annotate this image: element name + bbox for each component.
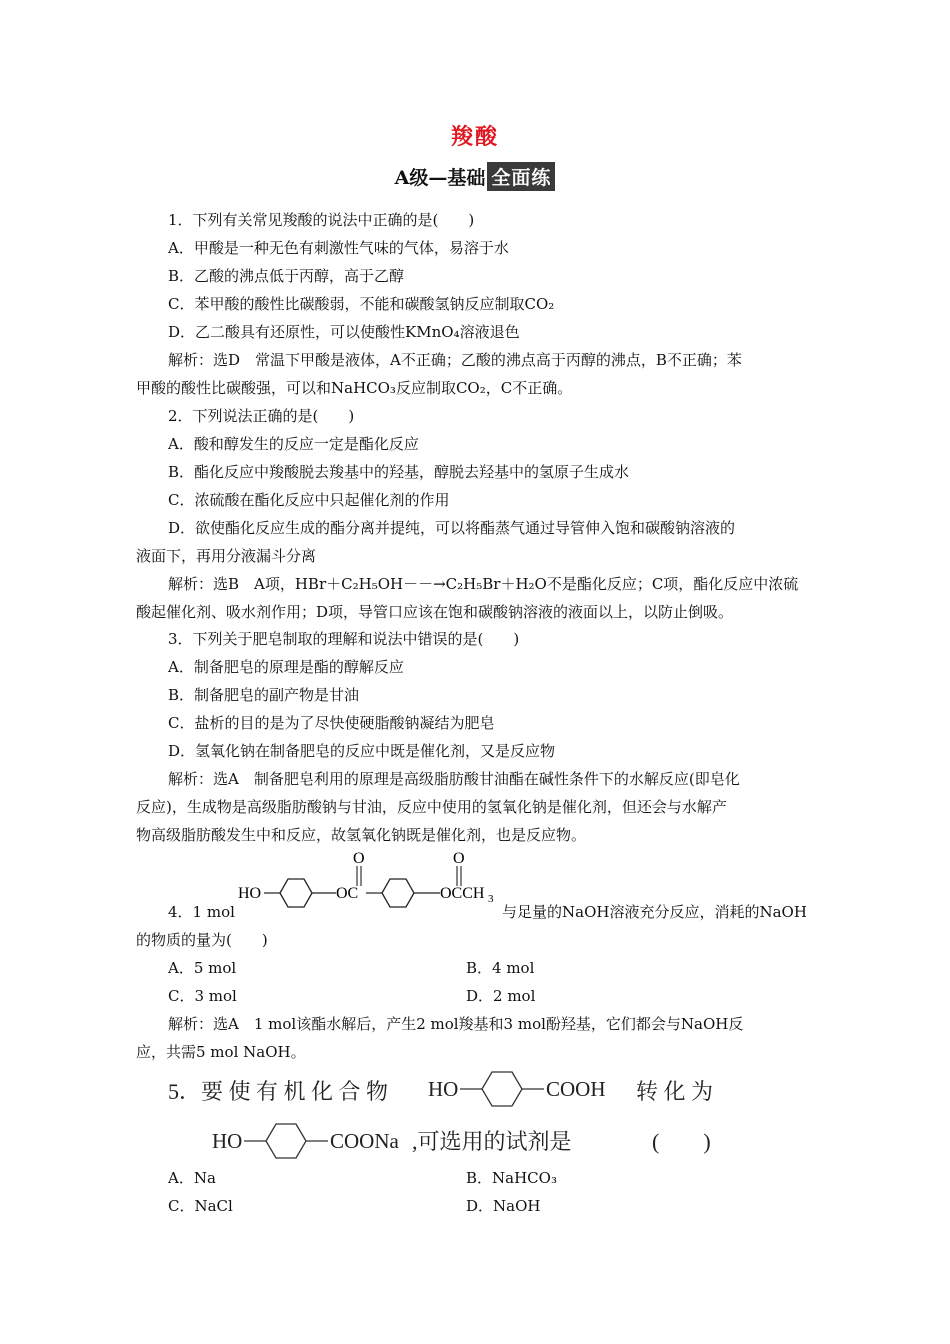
q1-option-d: D．乙二酸具有还原性，可以使酸性KMnO₄溶液退色 bbox=[168, 323, 520, 341]
q5-cooh: COOH bbox=[546, 1077, 606, 1101]
q1-option-b: B．乙酸的沸点低于丙醇，高于乙醇 bbox=[168, 267, 405, 285]
page-title: 羧酸 bbox=[450, 124, 499, 150]
q5-option-c: C．NaCl bbox=[168, 1197, 233, 1215]
q2-stem: 2．下列说法正确的是( ) bbox=[168, 407, 355, 425]
q3-option-d: D．氢氧化钠在制备肥皂的反应中既是催化剂，又是反应物 bbox=[168, 742, 556, 760]
level-badge: 全面练 bbox=[487, 162, 555, 191]
q5-stem-tail: ,可选用的试剂是 bbox=[412, 1129, 572, 1154]
q4-stem-line2: 的物质的量为( ) bbox=[136, 931, 268, 949]
level-heading bbox=[0, 162, 950, 191]
q2-option-b: B．酯化反应中羧酸脱去羧基中的羟基，醇脱去羟基中的氢原子生成水 bbox=[168, 463, 630, 481]
q2-option-d-line2: 液面下，再用分液漏斗分离 bbox=[136, 547, 317, 565]
benzene-ring-1 bbox=[280, 879, 312, 907]
q2-option-a: A．酸和醇发生的反应一定是酯化反应 bbox=[168, 435, 419, 453]
q5-option-a: A．Na bbox=[168, 1169, 216, 1187]
q3-option-a: A．制备肥皂的原理是酯的醇解反应 bbox=[168, 658, 404, 676]
q4-struct-ho: HO bbox=[238, 885, 262, 902]
q4-suffix: 与足量的NaOH溶液充分反应，消耗的NaOH bbox=[502, 903, 807, 921]
q5-convert: 转 化 为 bbox=[636, 1079, 714, 1104]
q2-analysis-line1: 解析：选B A项，HBr＋C₂H₅OH－－→C₂H₅Br＋H₂O不是酯化反应；C项，酯化反应中浓硫 bbox=[168, 575, 799, 593]
q4-struct-tail: OCCH bbox=[440, 885, 485, 902]
q5-stem-line1: 5．要 使 有 机 化 合 物 bbox=[168, 1079, 389, 1104]
q5-ho2: HO bbox=[212, 1129, 243, 1153]
q4-struct-o1: O bbox=[353, 850, 365, 867]
q2-analysis-line2: 酸起催化剂、吸水剂作用；D项，导管口应该在饱和碳酸钠溶液的液面以上，以防止倒吸。 bbox=[136, 603, 734, 621]
q5-benzene-ring-2 bbox=[266, 1124, 306, 1158]
q4-struct-sub: 3 bbox=[488, 893, 494, 905]
q4-struct-oc: OC bbox=[336, 885, 359, 902]
q2-option-c: C．浓硫酸在酯化反应中只起催化剂的作用 bbox=[168, 491, 450, 509]
q5-coona: COONa bbox=[330, 1129, 399, 1153]
q5-option-b: B．NaHCO₃ bbox=[466, 1169, 557, 1187]
q5-option-d: D．NaOH bbox=[466, 1197, 541, 1215]
q1-option-a: A．甲酸是一种无色有刺激性气味的气体，易溶于水 bbox=[168, 239, 509, 257]
q3-option-b: B．制备肥皂的副产物是甘油 bbox=[168, 686, 360, 704]
q4-option-c: C．3 mol bbox=[168, 987, 237, 1005]
q4-option-d: D．2 mol bbox=[466, 987, 536, 1005]
q5-benzene-ring-1 bbox=[482, 1072, 522, 1106]
q1-option-c: C．苯甲酸的酸性比碳酸弱，不能和碳酸氢钠反应制取CO₂ bbox=[168, 295, 555, 313]
benzene-ring-2 bbox=[382, 879, 414, 907]
q4-option-a: A．5 mol bbox=[168, 959, 237, 977]
q4-prefix: 4．1 mol bbox=[168, 903, 235, 921]
q3-analysis-line1: 解析：选A 制备肥皂利用的原理是高级脂肪酸甘油酯在碱性条件下的水解反应(即皂化 bbox=[168, 770, 740, 788]
q5-hydroxybenzoic-acid-structure bbox=[426, 1066, 622, 1110]
q5-ho1: HO bbox=[428, 1077, 459, 1101]
q4-analysis-line2: 应，共需5 mol NaOH。 bbox=[136, 1043, 306, 1061]
q3-analysis-line3: 物高级脂肪酸发生中和反应，故氢氧化钠既是催化剂，也是反应物。 bbox=[136, 826, 587, 844]
q4-option-b: B．4 mol bbox=[466, 959, 535, 977]
q3-option-c: C．盐析的目的是为了尽快使硬脂酸钠凝结为肥皂 bbox=[168, 714, 495, 732]
q1-analysis-line1: 解析：选D 常温下甲酸是液体，A不正确；乙酸的沸点高于丙醇的沸点，B不正确；苯 bbox=[168, 351, 742, 369]
q2-option-d-line1: D．欲使酯化反应生成的酯分离并提纯，可以将酯蒸气通过导管伸入饱和碳酸钠溶液的 bbox=[168, 519, 736, 537]
q1-analysis-line2: 甲酸的酸性比碳酸强，可以和NaHCO₃反应制取CO₂，C不正确。 bbox=[136, 379, 573, 397]
q3-analysis-line2: 反应)，生成物是高级脂肪酸钠与甘油，反应中使用的氢氧化钠是催化剂，但还会与水解产 bbox=[136, 798, 727, 816]
q4-struct-o2: O bbox=[453, 850, 465, 867]
q1-stem: 1．下列有关常见羧酸的说法中正确的是( ) bbox=[168, 211, 475, 229]
level-prefix: A级—基础 bbox=[394, 167, 486, 189]
q5-sodium-salt-structure bbox=[210, 1118, 410, 1162]
q4-analysis-line1: 解析：选A 1 mol该酯水解后，产生2 mol羧基和3 mol酚羟基，它们都会与NaOH反 bbox=[168, 1015, 744, 1033]
q4-ester-structure bbox=[236, 846, 502, 912]
q5-answer-paren: ( ) bbox=[652, 1129, 711, 1154]
q3-stem: 3．下列关于肥皂制取的理解和说法中错误的是( ) bbox=[168, 630, 520, 648]
